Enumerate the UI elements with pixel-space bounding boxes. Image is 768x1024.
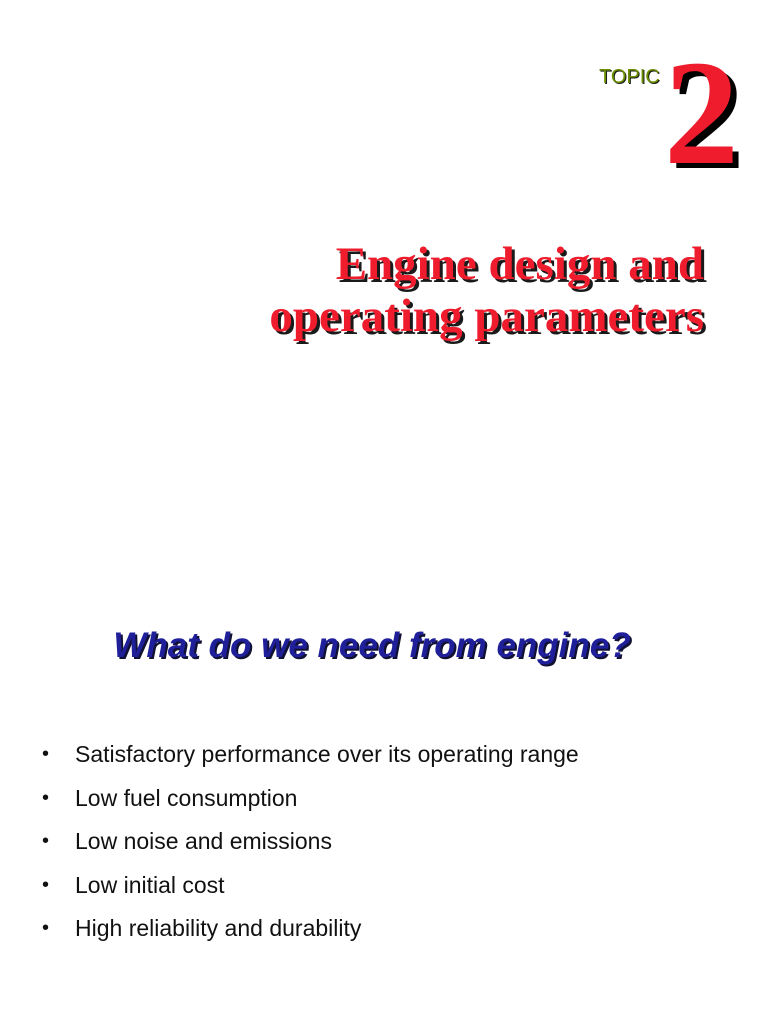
topic-label: TOPIC <box>599 66 660 88</box>
list-item-text: Low noise and emissions <box>75 828 332 855</box>
page-title <box>269 238 704 342</box>
bullet-icon: • <box>42 917 50 940</box>
bullet-icon: • <box>42 743 50 765</box>
bullet-icon: • <box>42 873 50 896</box>
list-item <box>42 780 579 824</box>
list-item-text: High reliability and durability <box>75 915 362 942</box>
list-item-text: Low fuel consumption <box>75 784 298 811</box>
requirements-list <box>42 736 579 954</box>
bullet-icon: • <box>42 830 50 853</box>
page-title-line-1: Engine design and <box>335 238 704 290</box>
section-heading: What do we need from engine? <box>113 626 631 665</box>
list-item <box>42 823 579 867</box>
page-title-line-2: operating parameters <box>269 290 704 342</box>
list-item-text: Low initial cost <box>75 871 225 898</box>
list-item <box>42 736 579 780</box>
bullet-icon: • <box>42 786 50 809</box>
topic-number: 2 <box>664 30 739 196</box>
list-item <box>42 867 579 911</box>
list-item <box>42 910 579 954</box>
list-item-text: Satisfactory performance over its operating range <box>75 741 579 767</box>
